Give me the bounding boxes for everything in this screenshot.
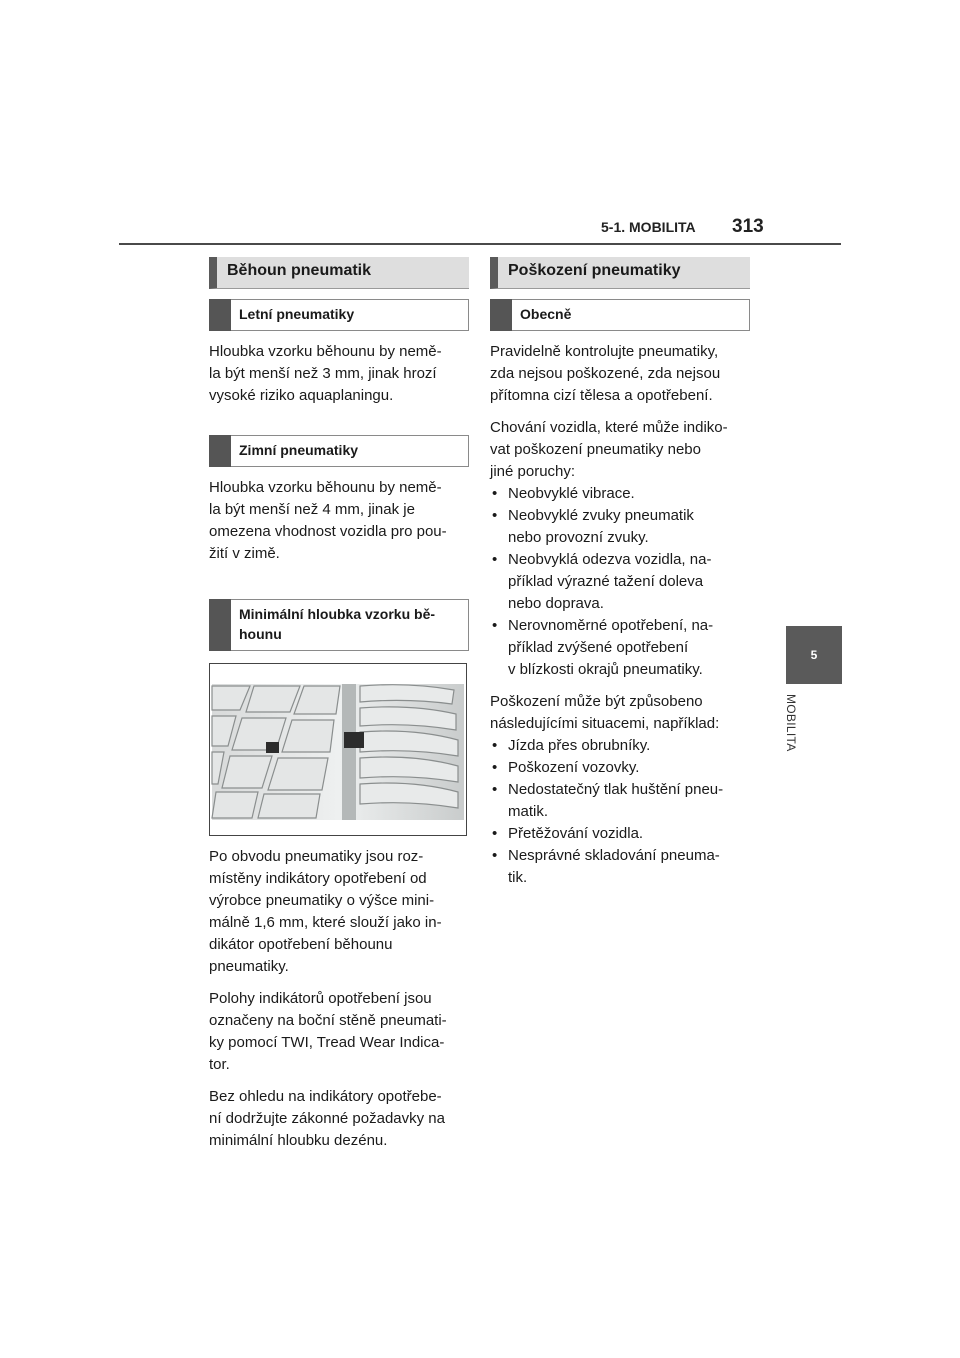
subheading-general: Obecně xyxy=(490,299,750,331)
summer-paragraph: Hloubka vzorku běhounu by nemě- la být menší než 3 mm, jinak hrozí vysoké riziko aquaplaningu. xyxy=(209,343,442,404)
minimum-paragraph-2: Polohy indikátorů opotřebení jsou označeny na boční stěně pneumati- ky pomocí TWI, Tread Wear Indica- tor. xyxy=(209,990,447,1073)
section-title-damage: Poškození pneumatiky xyxy=(490,257,750,289)
left-column xyxy=(209,257,469,1152)
running-header-section: 5-1. MOBILITA xyxy=(601,219,696,235)
list-item: • Neobvyklá odezva vozidla, na- příklad výrazné tažení doleva nebo doprava. xyxy=(490,549,750,615)
subheading-summer-tires: Letní pneumatiky xyxy=(209,299,469,331)
list-item: • Neobvyklé zvuky pneumatik nebo provozní zvuky. xyxy=(490,505,750,549)
list-item: • Nerovnoměrné opotřebení, na- příklad zvýšené opotřebení v blízkosti okrajů pneumatiky. xyxy=(490,615,750,681)
general-paragraph-2: Chování vozidla, které může indiko- vat poškození pneumatiky nebo jiné poruchy: xyxy=(490,419,728,480)
list-item: • Neobvyklé vibrace. xyxy=(490,483,750,505)
general-paragraph-3: Poškození může být způsobeno následujícími situacemi, například: xyxy=(490,693,720,732)
list-item: • Poškození vozovky. xyxy=(490,757,750,779)
chapter-tab-number: 5 xyxy=(786,626,842,684)
general-paragraph-1: Pravidelně kontrolujte pneumatiky, zda nejsou poškozené, zda nejsou přítomna cizí tělesa a opotřebení. xyxy=(490,343,721,404)
tire-tread-illustration xyxy=(209,663,467,836)
cause-list xyxy=(490,735,750,889)
list-item: • Nedostatečný tlak huštění pneu- matik. xyxy=(490,779,750,823)
header-rule xyxy=(119,243,841,245)
wear-indicator-icon xyxy=(344,732,364,748)
list-item: • Jízda přes obrubníky. xyxy=(490,735,750,757)
list-item: • Nesprávné skladování pneuma- tik. xyxy=(490,845,750,889)
subheading-minimum-depth: Minimální hloubka vzorku bě- hounu xyxy=(209,599,469,651)
minimum-paragraph-1: Po obvodu pneumatiky jsou roz- místěny indikátory opotřebení od výrobce pneumatiky o výšce mini- málně 1,6 mm, které slouží jako in- dikátor opotřebení běhounu pneumatiky. xyxy=(209,848,442,975)
tire-tread-drawing xyxy=(210,664,466,835)
subheading-winter-tires: Zimní pneumatiky xyxy=(209,435,469,467)
chapter-tab-label: MOBILITA xyxy=(784,694,798,752)
list-item: • Přetěžování vozidla. xyxy=(490,823,750,845)
right-column xyxy=(490,257,750,889)
winter-paragraph: Hloubka vzorku běhounu by nemě- la být menší než 4 mm, jinak je omezena vhodnost vozidla pro pou- žití v zimě. xyxy=(209,479,447,562)
symptom-list xyxy=(490,483,750,681)
page-number: 313 xyxy=(732,216,764,237)
section-title-tread: Běhoun pneumatik xyxy=(209,257,469,289)
minimum-paragraph-3: Bez ohledu na indikátory opotřebe- ní dodržujte zákonné požadavky na minimální hloubku dezénu. xyxy=(209,1088,445,1149)
wear-indicator-icon xyxy=(266,742,279,753)
